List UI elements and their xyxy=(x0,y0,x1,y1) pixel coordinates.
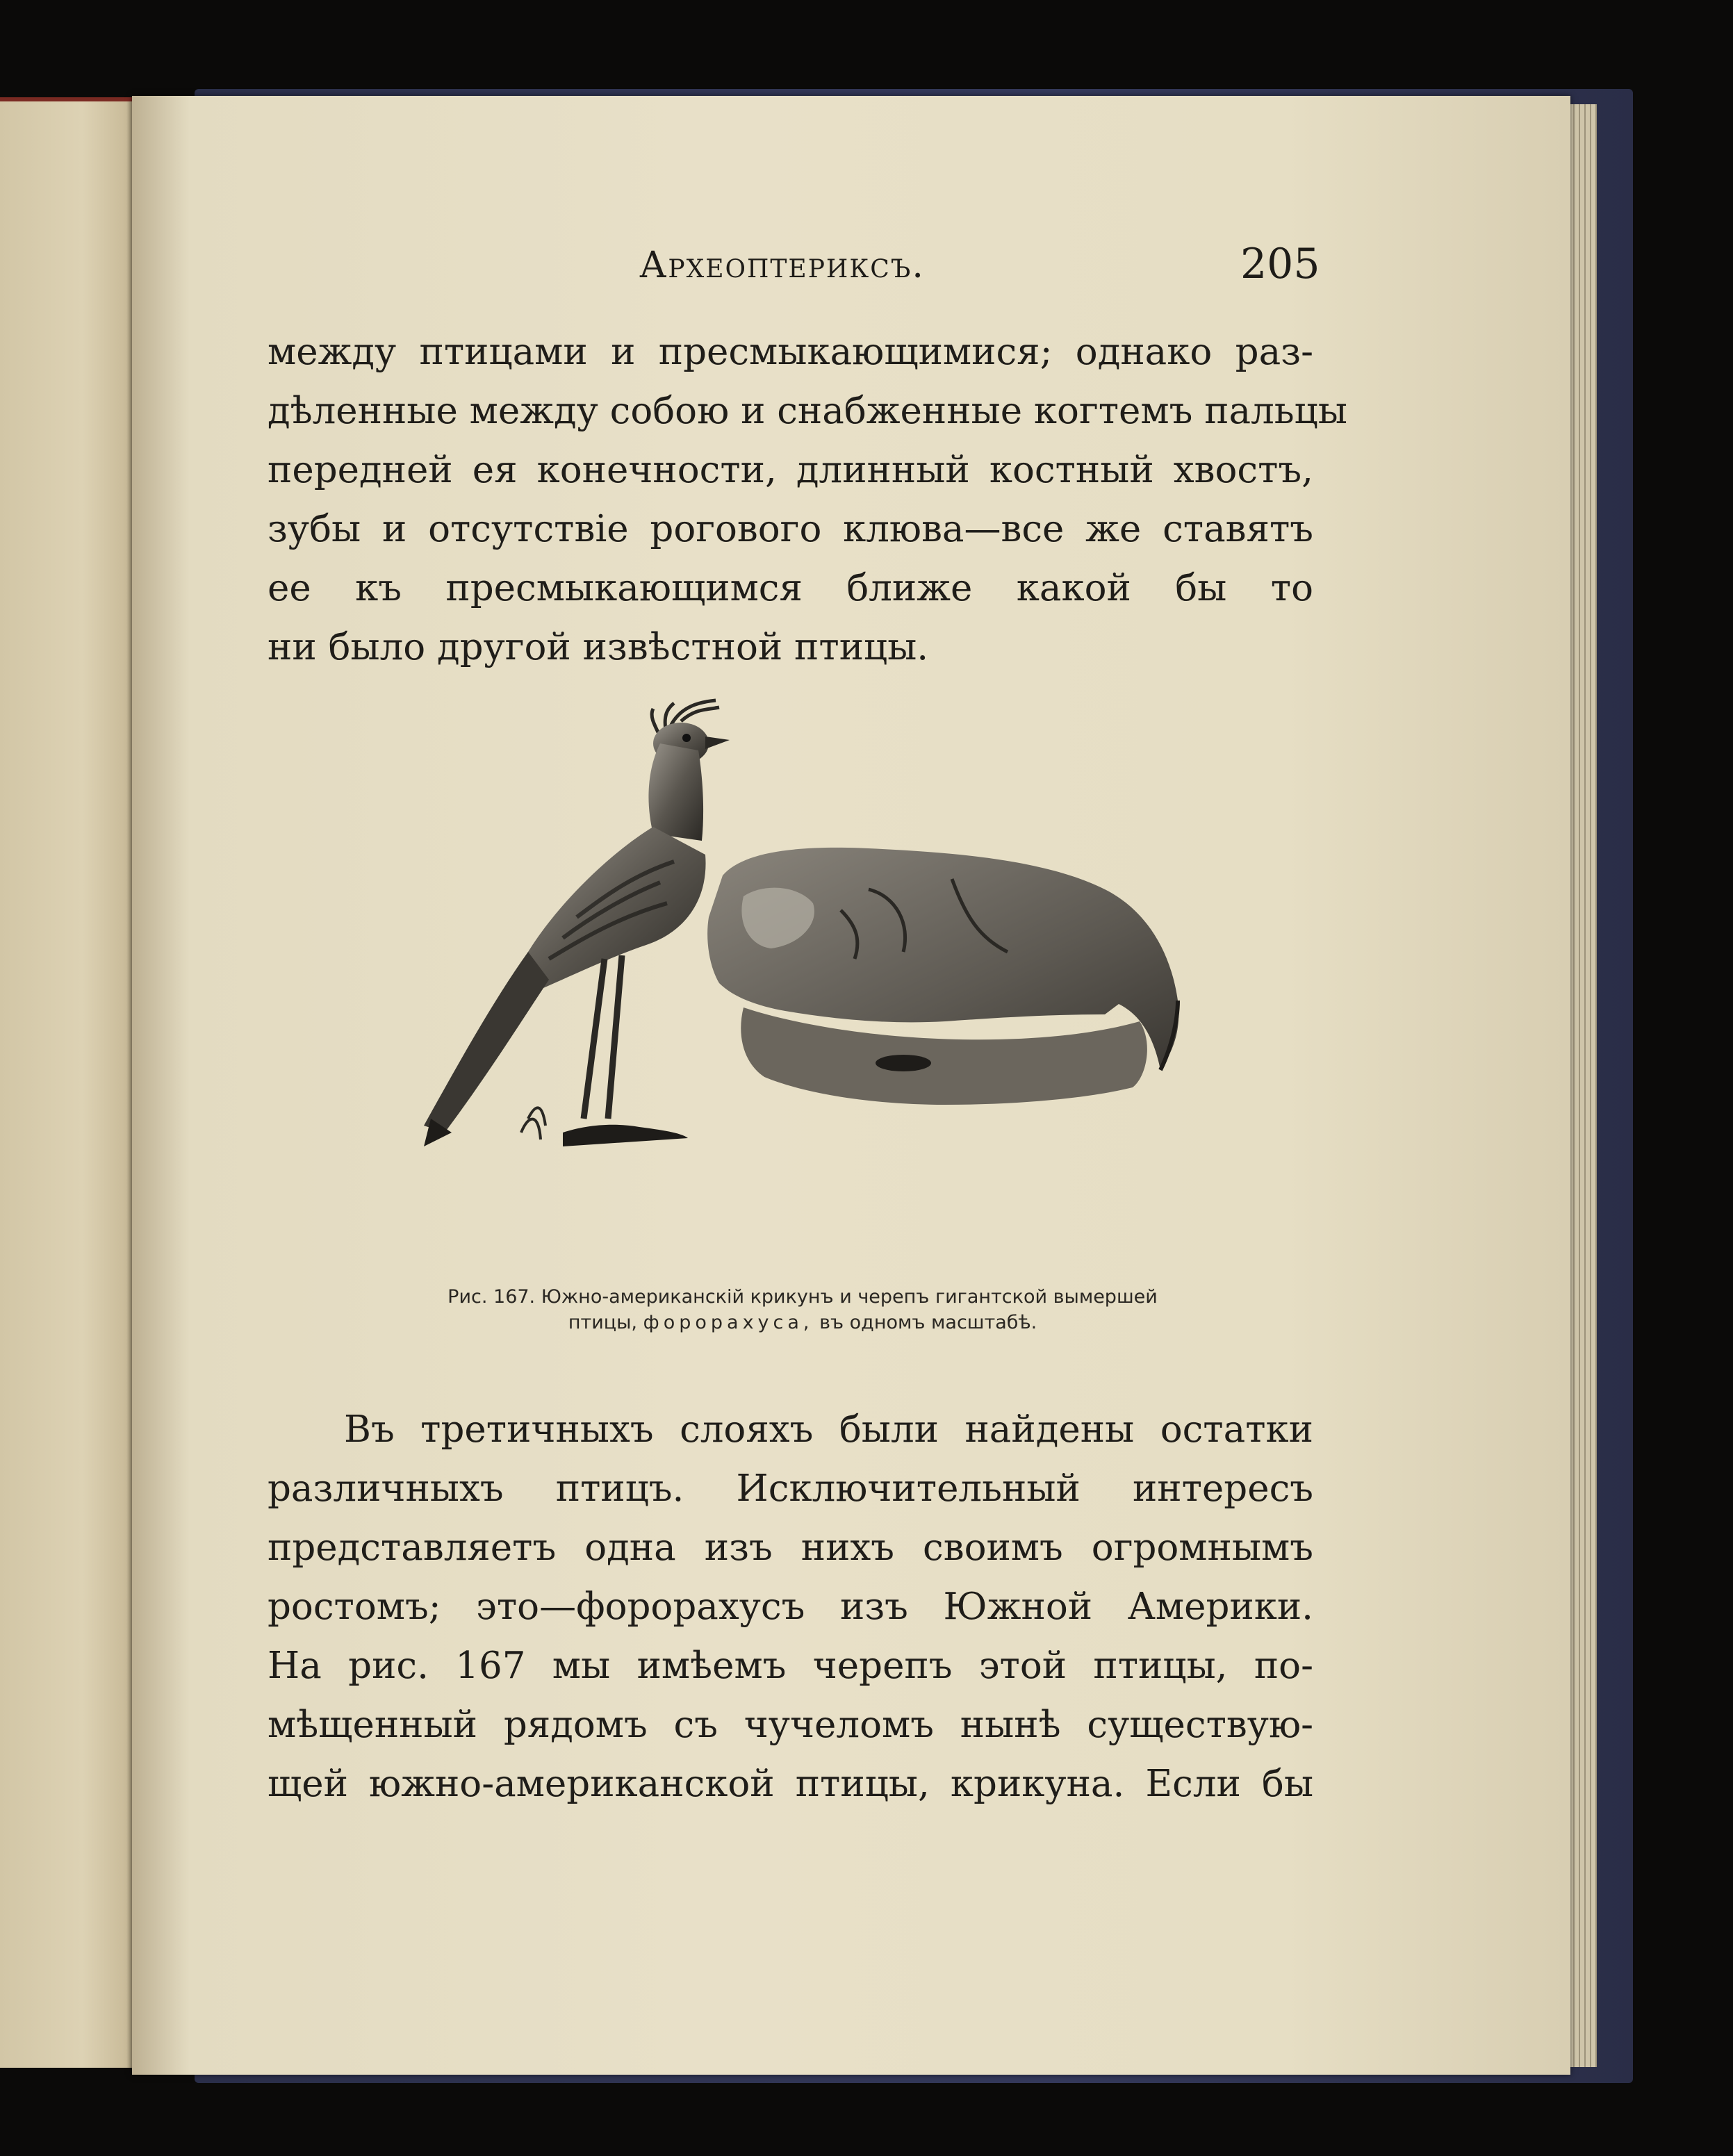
seriema-bird-illustration xyxy=(424,700,730,1146)
caption-spaced-name: форорахуса, xyxy=(643,1312,814,1333)
caption-text: въ одномъ масштабѣ. xyxy=(819,1312,1037,1333)
figure-illustration xyxy=(354,688,1258,1272)
text-line: ростомъ; это—форорахусъ изъ Южной Америки. xyxy=(268,1586,1313,1628)
text-line: дѣленные между собою и снабженные когтемъ пальцы xyxy=(268,390,1347,432)
text-line: между птицами и пресмыкающимися; однако раз- xyxy=(268,331,1313,373)
paragraph-bottom xyxy=(268,1400,1313,1813)
text-line: щей южно-американской птицы, крикуна. Если бы xyxy=(268,1763,1313,1805)
text-line: На рис. 167 мы имѣемъ черепъ этой птицы, по- xyxy=(268,1645,1313,1687)
text-line: различныхъ птицъ. Исключительный интересъ xyxy=(268,1467,1313,1510)
text-line: зубы и отсутствіе рогового клюва—все же ставятъ xyxy=(268,508,1313,550)
figure-caption xyxy=(327,1284,1279,1335)
page-number: 205 xyxy=(1240,240,1320,288)
running-title: Археоптериксъ. xyxy=(639,245,925,286)
text-line: ее къ пресмыкающимся ближе какой бы то xyxy=(268,567,1313,609)
phorusrhacos-skull-illustration xyxy=(707,848,1178,1105)
text-line: мѣщенный рядомъ съ чучеломъ нынѣ существую- xyxy=(268,1704,1313,1746)
page-edges xyxy=(1569,104,1597,2067)
left-page-edge xyxy=(0,97,138,2068)
text-line: ни было другой извѣстной птицы. xyxy=(268,626,929,668)
caption-line-1: Рис. 167. Южно-американскій крикунъ и черепъ гигантской вымершей xyxy=(447,1286,1158,1308)
caption-text: птицы, xyxy=(568,1312,638,1333)
caption-line-2 xyxy=(327,1310,1279,1335)
text-line: передней ея конечности, длинный костный хвостъ, xyxy=(268,449,1313,491)
text-line: Въ третичныхъ слояхъ были найдены остатки xyxy=(344,1408,1313,1451)
paragraph-top xyxy=(268,322,1347,677)
text-line: представляетъ одна изъ нихъ своимъ огромнымъ xyxy=(268,1527,1313,1569)
